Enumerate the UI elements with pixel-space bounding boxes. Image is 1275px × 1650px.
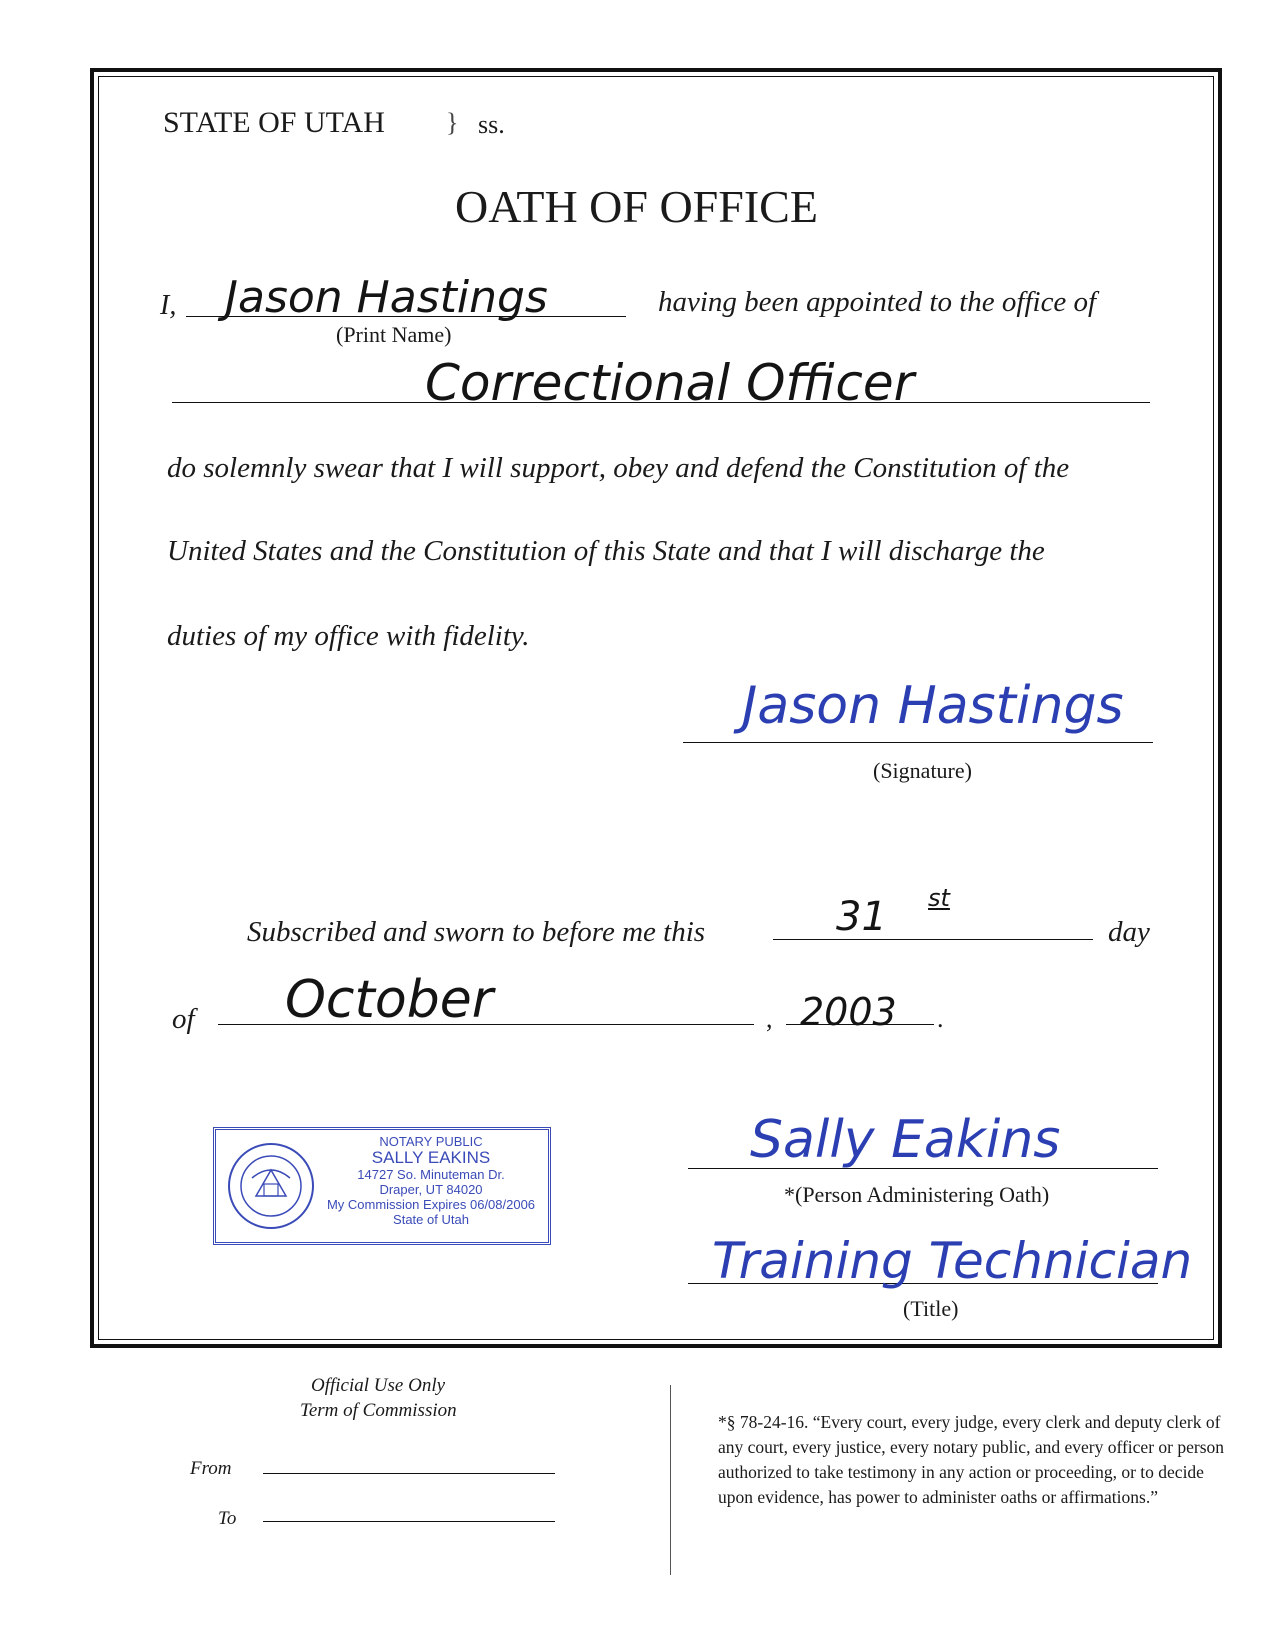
from-line: [263, 1473, 555, 1474]
month: October: [285, 970, 494, 1030]
stamp-heading: NOTARY PUBLIC: [379, 1134, 483, 1149]
oath-body-line2: United States and the Constitution of this State and that I will discharge the: [167, 535, 1045, 567]
oath-body-line1: do solemnly swear that I will support, obey and defend the Constitution of the: [167, 452, 1070, 484]
day-suffix: st: [928, 884, 950, 912]
oath-body-line3: duties of my office with fidelity.: [167, 620, 530, 652]
footer-divider: [670, 1385, 671, 1575]
day-line: [773, 939, 1093, 940]
administrator-caption: *(Person Administering Oath): [784, 1182, 1050, 1207]
of-word: of: [172, 1003, 195, 1035]
brace: }: [446, 108, 459, 137]
office-title: Correctional Officer: [425, 354, 915, 412]
signature-line: [683, 742, 1153, 743]
year: 2003: [800, 990, 897, 1034]
stamp-state: State of Utah: [393, 1212, 469, 1227]
day-number: 31: [836, 894, 887, 940]
notary-stamp: [213, 1127, 551, 1245]
term-heading: Term of Commission: [300, 1400, 457, 1421]
stamp-commission: My Commission Expires 06/08/2006: [326, 1197, 536, 1212]
print-name-caption: (Print Name): [336, 322, 452, 347]
stamp-address2: Draper, UT 84020: [379, 1182, 483, 1197]
administrator-title: Training Technician: [712, 1232, 1193, 1290]
period: .: [937, 1004, 944, 1033]
state-heading: STATE OF UTAH: [163, 106, 385, 139]
day-word: day: [1108, 916, 1150, 948]
pronoun-i: I,: [160, 290, 177, 321]
to-label: To: [218, 1508, 237, 1529]
signature-caption: (Signature): [873, 758, 972, 783]
to-line: [263, 1521, 555, 1522]
page-title: OATH OF OFFICE: [455, 181, 818, 232]
administrator-signature: Sally Eakins: [750, 1110, 1061, 1170]
printed-name: Jason Hastings: [225, 272, 548, 323]
footnote: *§ 78-24-16. “Every court, every judge, every clerk and deputy clerk of any court, every justice, every notary public, and every officer or person authorized to take testimony in any action or proceeding, or to decide upon evidence, has power to administer oaths or affirmations.”: [718, 1412, 1225, 1507]
state-seal-icon: [226, 1140, 316, 1232]
appointed-text: having been appointed to the office of: [658, 286, 1097, 318]
stamp-name: SALLY EAKINS: [371, 1148, 491, 1167]
signature: Jason Hastings: [742, 676, 1124, 736]
ss-label: ss.: [478, 110, 505, 139]
stamp-address1: 14727 So. Minuteman Dr.: [357, 1167, 505, 1182]
official-use-heading: Official Use Only: [311, 1375, 446, 1396]
comma: ,: [766, 1004, 773, 1033]
from-label: From: [190, 1458, 232, 1479]
title-caption: (Title): [903, 1296, 959, 1321]
sworn-prefix: Subscribed and sworn to before me this: [247, 916, 706, 948]
